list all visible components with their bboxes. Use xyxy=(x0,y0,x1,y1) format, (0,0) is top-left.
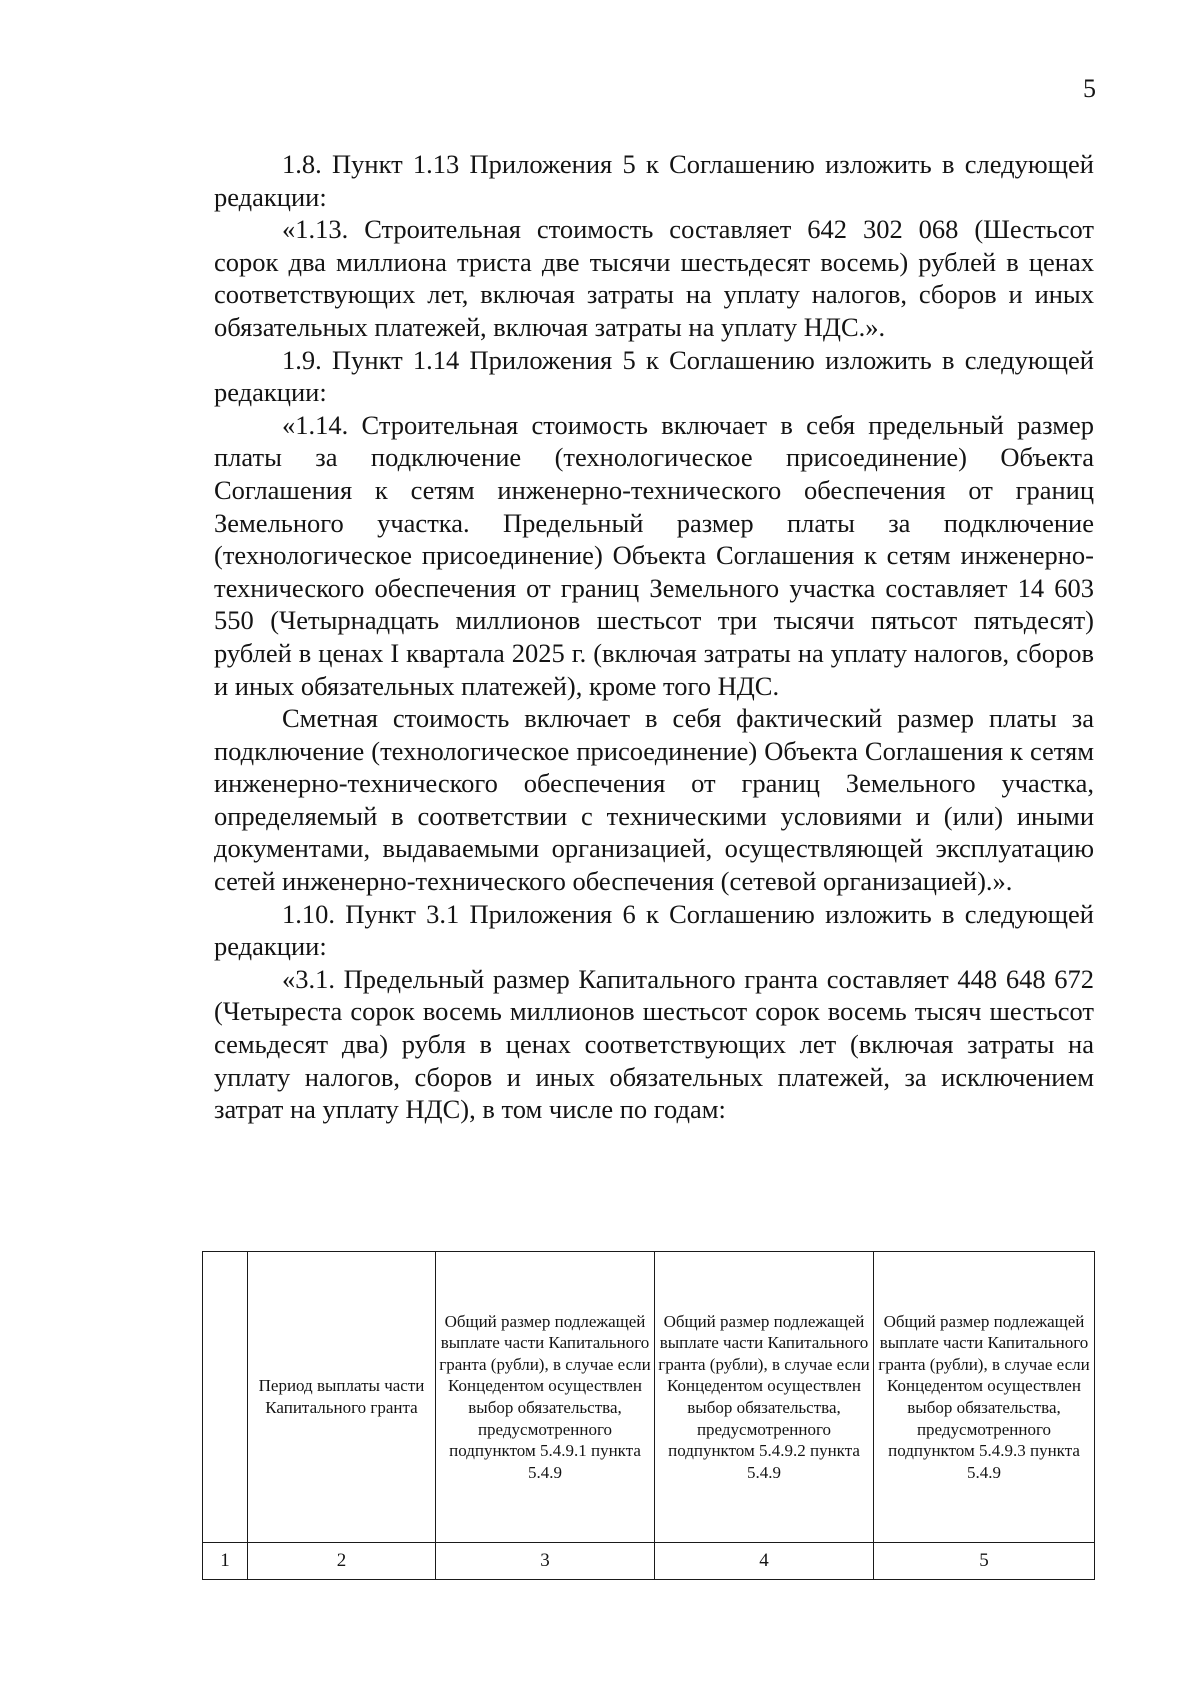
table-header-cell xyxy=(203,1252,248,1543)
paragraph-1-10: 1.10. Пункт 3.1 Приложения 6 к Соглашению изложить в следующей редакции: xyxy=(214,898,1094,962)
table-header-row xyxy=(203,1252,1095,1543)
paragraph-1-14-text: «1.14. Строительная стоимость включает в себя предельный размер платы за подключение (технологическое присоединение) Объекта Соглашения к сетям инженерно-технического обеспечения от границ Земельного участка. Предельный размер платы за подключение (технологическое присоединение) Объекта Соглашения к сетям инженерно-технического обеспечения от границ Земельного участка составляет 14 603 550 (Четырнадцать миллионов шестьсот три тысячи пятьсот пятьдесят) рублей в ценах I квартала 2025 г. (включая затраты на уплату налогов, сборов и иных обязательных платежей), кроме того НДС. xyxy=(214,409,1094,701)
paragraph-3-1-text: «3.1. Предельный размер Капитального гранта составляет 448 648 672 (Четыреста сорок восемь миллионов шестьсот сорок восемь тысяч шестьсот семьдесят два) рубля в ценах соответствующих лет (включая затраты на уплату налогов, сборов и иных обязательных платежей, за исключением затрат на уплату НДС), в том числе по годам: xyxy=(214,963,1094,1125)
paragraph-1-13-text: «1.13. Строительная стоимость составляет 642 302 068 (Шестьсот сорок два миллиона триста две тысячи шестьдесят восемь) рублей в ценах соответствующих лет, включая затраты на уплату налогов, сборов и иных обязательных платежей, включая затраты на уплату НДС.». xyxy=(214,214,1094,342)
table-header-cell: Общий размер подлежащей выплате части Капитального гранта (рубли), в случае если Концедентом осуществлен выбор обязательства, предусмотренного подпунктом 5.4.9.2 пункта 5.4.9 xyxy=(655,1252,874,1543)
document-body xyxy=(214,148,1094,1126)
table-header-cell: Общий размер подлежащей выплате части Капитального гранта (рубли), в случае если Концедентом осуществлен выбор обязательства, предусмотренного подпунктом 5.4.9.3 пункта 5.4.9 xyxy=(874,1252,1095,1543)
table-cell: 1 xyxy=(203,1543,248,1580)
paragraph-1-8: 1.8. Пункт 1.13 Приложения 5 к Соглашению изложить в следующей редакции: xyxy=(214,149,1094,212)
table-cell: 5 xyxy=(874,1543,1095,1580)
table-header-cell: Общий размер подлежащей выплате части Капитального гранта (рубли), в случае если Концедентом осуществлен выбор обязательства, предусмотренного подпунктом 5.4.9.1 пункта 5.4.9 xyxy=(436,1252,655,1543)
paragraph-estimate-cost: Сметная стоимость включает в себя фактический размер платы за подключение (технологическое присоединение) Объекта Соглашения к сетям инженерно-технического обеспечения от границ Земельного участка, определяемый в соответствии с техническими условиями и (или) иными документами, выдаваемыми организацией, осуществляющей эксплуатацию сетей инженерно-технического обеспечения (сетевой организацией).». xyxy=(214,703,1094,897)
table-header-cell: Период выплаты части Капитального гранта xyxy=(248,1252,436,1543)
table-cell: 2 xyxy=(248,1543,436,1580)
page-number: 5 xyxy=(1083,74,1096,103)
table-cell: 4 xyxy=(655,1543,874,1580)
capital-grant-table xyxy=(202,1251,1095,1580)
table-row xyxy=(203,1543,1095,1580)
table-cell: 3 xyxy=(436,1543,655,1580)
paragraph-1-9: 1.9. Пункт 1.14 Приложения 5 к Соглашению изложить в следующей редакции: xyxy=(214,344,1094,408)
